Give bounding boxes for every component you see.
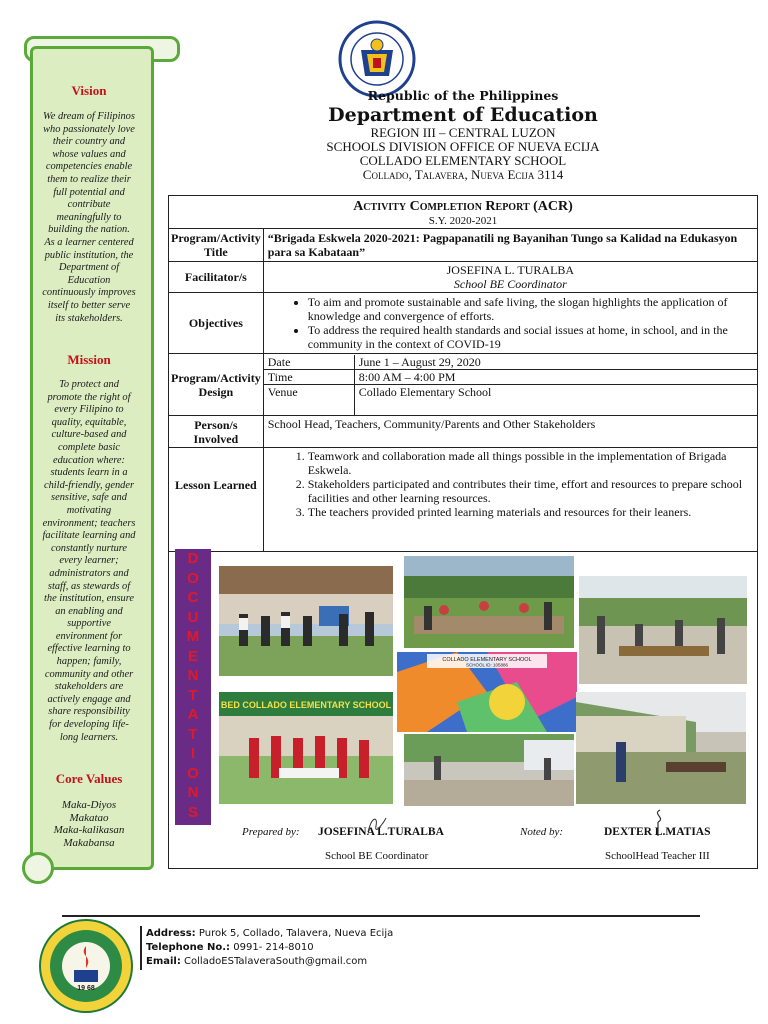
noted-signature-icon (648, 808, 670, 838)
text-line: meaningfully to (56, 211, 122, 223)
text-line: sensitive, safe and (51, 492, 127, 504)
text-line: students learn in a (50, 467, 128, 479)
text-line: whose values and (52, 148, 126, 160)
doc-letter: O (187, 764, 199, 782)
text-line: promote the right of (47, 391, 131, 403)
text-line: motivating (66, 504, 112, 516)
text-line: an enabling and (55, 605, 123, 617)
text-line: every learner; (59, 555, 119, 567)
text-line: administrators and (49, 567, 129, 579)
school-address-line: Collado, Talavera, Nueva Ecija 3114 (362, 167, 564, 182)
program-row (169, 229, 758, 262)
footer-email (146, 956, 367, 967)
facilitator-role: School BE Coordinator (453, 277, 567, 291)
noted-role: SchoolHead Teacher III (605, 850, 710, 862)
text-line: itself to better serve (47, 299, 131, 311)
doc-letter: T (188, 725, 198, 743)
logo-year: 19 68 (77, 985, 95, 992)
vision-text (32, 111, 146, 325)
objectives-row (169, 293, 758, 354)
facilitator-name: JOSEFINA L. TURALBA (446, 263, 575, 277)
text-line: Education (67, 274, 111, 286)
documentations-bar (175, 549, 211, 825)
mission-heading: Mission (67, 352, 111, 367)
text-line: public institution, the (44, 249, 134, 261)
doc-letter: T (188, 686, 198, 704)
noted-label: Noted by: (520, 826, 564, 838)
phone-label: Telephone No.: (146, 942, 231, 953)
lesson-label: Lesson Learned (169, 448, 264, 552)
text-line: who passionately love (43, 123, 135, 135)
noted-name: DEXTER L.MATIAS (604, 826, 711, 838)
photo-group-outdoor (219, 566, 393, 676)
email-label: Email: (146, 956, 181, 967)
text-line: stakeholders are (54, 681, 124, 693)
footer-phone (146, 942, 314, 953)
report-title: Activity Completion Report (ACR) (353, 199, 573, 214)
text-line: their country and (52, 136, 126, 148)
school-line: COLLADO ELEMENTARY SCHOOL (359, 153, 567, 168)
text-line: Department of (58, 262, 120, 274)
time-value: 8:00 AM – 4:00 PM (354, 370, 757, 385)
venue-value: Collado Elementary School (358, 385, 492, 399)
doc-letter: N (187, 667, 199, 684)
program-title: “Brigada Eskwela 2020-2021: Pagpapanatili ng Bayanihan Tungo sa Kalidad na Edukasyon para sa Kabataan” (263, 229, 757, 262)
text-line: effective learning to (47, 643, 131, 655)
program-label: Program/Activity Title (169, 229, 264, 262)
text-line: education where: (52, 454, 126, 466)
core-values-heading: Core Values (55, 771, 123, 786)
objectives-list (268, 295, 753, 351)
text-line: for developing life- (49, 719, 129, 731)
lesson-item: 1. Teamwork and collaboration made all things possible in the implementation of Brigada Eskwela. (308, 449, 753, 477)
text-line: constantly nurture (50, 542, 128, 554)
photo-building-cleanup (576, 692, 746, 804)
doc-letter: I (190, 745, 196, 762)
address-label: Address: (146, 928, 196, 939)
photo-school-grounds (404, 734, 574, 806)
date-value: June 1 – August 29, 2020 (354, 355, 757, 370)
doc-letter: S (187, 803, 198, 821)
banner-text: BED COLLADO ELEMENTARY SCHOOL (220, 700, 392, 710)
text-line: happen; family, (56, 656, 122, 668)
text-line: share responsibility (48, 706, 130, 718)
objectives-label: Objectives (169, 293, 264, 354)
venue-key: Venue (264, 385, 355, 415)
facilitator-label: Facilitator/s (169, 262, 264, 293)
school-year: S.Y. 2020-2021 (428, 215, 498, 227)
design-label: Program/Activity Design (169, 354, 264, 416)
objective-item: • To address the required health standards and social issues at home, in school, and in the community in the context of COVID-19 (308, 323, 753, 351)
text-line: Makatao (69, 811, 109, 824)
text-line: environment; teachers (42, 517, 136, 529)
core-values-text (32, 799, 146, 849)
text-line: its stakeholders. (55, 312, 123, 324)
text-line: contribute (67, 199, 111, 211)
prepared-label: Prepared by: (242, 826, 300, 838)
mission-text (32, 379, 146, 744)
poster-school-name: COLLADO ELEMENTARY SCHOOL (442, 657, 532, 663)
text-line: competencies enable (45, 161, 133, 173)
text-line: environment for (55, 630, 123, 642)
doc-letter: D (187, 550, 199, 567)
doc-letter: C (187, 589, 199, 606)
text-line: continuously improves (42, 287, 136, 299)
design-table (264, 355, 757, 415)
division-line: SCHOOLS DIVISION OFFICE OF NUEVA ECIJA (326, 139, 600, 154)
text-line: To protect and (59, 379, 119, 390)
text-line: building the nation. (48, 224, 130, 236)
doc-letter: M (186, 628, 200, 645)
brigada-poster (397, 652, 577, 732)
text-line: We dream of Filipinos (43, 111, 135, 122)
text-line: every Filipino to (54, 404, 124, 416)
phone-value: 0991- 214-8010 (233, 942, 314, 953)
text-line: culture-based and (51, 429, 127, 441)
text-line: actively engage and (47, 693, 131, 705)
doc-letter: U (187, 608, 199, 626)
region-line: REGION III – CENTRAL LUZON (370, 125, 556, 140)
prepared-role: School BE Coordinator (325, 850, 429, 862)
lessons-list (268, 449, 753, 519)
text-line: quality, equitable, (51, 416, 127, 428)
vision-mission-scroll (22, 36, 152, 872)
date-key: Date (264, 355, 355, 370)
doc-letter: E (187, 647, 198, 665)
objective-item: • To aim and promote sustainable and safe living, the slogan highlights the application of knowledge and convergence of efforts. (308, 295, 753, 323)
text-line: supportive (67, 618, 111, 630)
text-line: staff, as stewards of (47, 580, 131, 592)
republic-line: Republic of the Philippines (367, 88, 559, 103)
doc-letter: A (187, 706, 199, 723)
lesson-item: 3. The teachers provided printed learning materials and resources for their leaners. (308, 505, 753, 519)
prepared-signature-icon (364, 812, 390, 838)
text-line: child-friendly, gender (43, 479, 135, 491)
scroll-bottom-curl (22, 852, 54, 884)
persons-row (169, 416, 758, 448)
poster-school-id: SCHOOL ID: 105886 (465, 662, 509, 668)
photo-clearing-yard (579, 576, 747, 684)
design-row (169, 354, 758, 416)
school-logo-icon (38, 918, 134, 1014)
email-value: ColladoESTalaveraSouth@gmail.com (184, 956, 368, 967)
text-line: facilitate learning and (42, 530, 136, 542)
time-key: Time (264, 370, 355, 385)
department-title: Department of Education (328, 104, 598, 126)
text-line: full potential and (53, 186, 125, 198)
photo-garden-work (404, 556, 574, 648)
text-line: them to realize their (47, 173, 131, 185)
text-line: long learners. (59, 731, 119, 743)
persons-label: Person/s Involved (169, 416, 264, 448)
deped-seal-icon (333, 20, 421, 98)
text-line: Makabansa (63, 836, 115, 849)
doc-letter: N (187, 784, 199, 801)
footer-rule (62, 915, 700, 917)
text-line: community and other (44, 668, 134, 680)
lesson-item: 2. Stakeholders participated and contributes their time, effort and resources to prepare school facilities and other learning resources. (308, 477, 753, 505)
persons-value: School Head, Teachers, Community/Parents and Other Stakeholders (263, 416, 757, 448)
footer-address (146, 928, 393, 939)
text-line: the institution, ensure (44, 593, 134, 605)
facilitator-row (169, 262, 758, 293)
footer-divider (140, 926, 142, 970)
lesson-row (169, 448, 758, 552)
photo-banner-group (219, 692, 393, 804)
doc-letter: O (187, 569, 199, 587)
address-value: Purok 5, Collado, Talavera, Nueva Ecija (198, 928, 394, 939)
text-line: Maka-kalikasan (53, 824, 125, 837)
prepared-name: JOSEFINA L.TURALBA (318, 826, 444, 838)
text-line: complete basic (57, 441, 121, 453)
text-line: As a learner centered (44, 236, 134, 248)
report-table (168, 228, 758, 552)
vision-heading: Vision (71, 83, 107, 98)
text-line: Maka-Diyos (61, 799, 117, 811)
